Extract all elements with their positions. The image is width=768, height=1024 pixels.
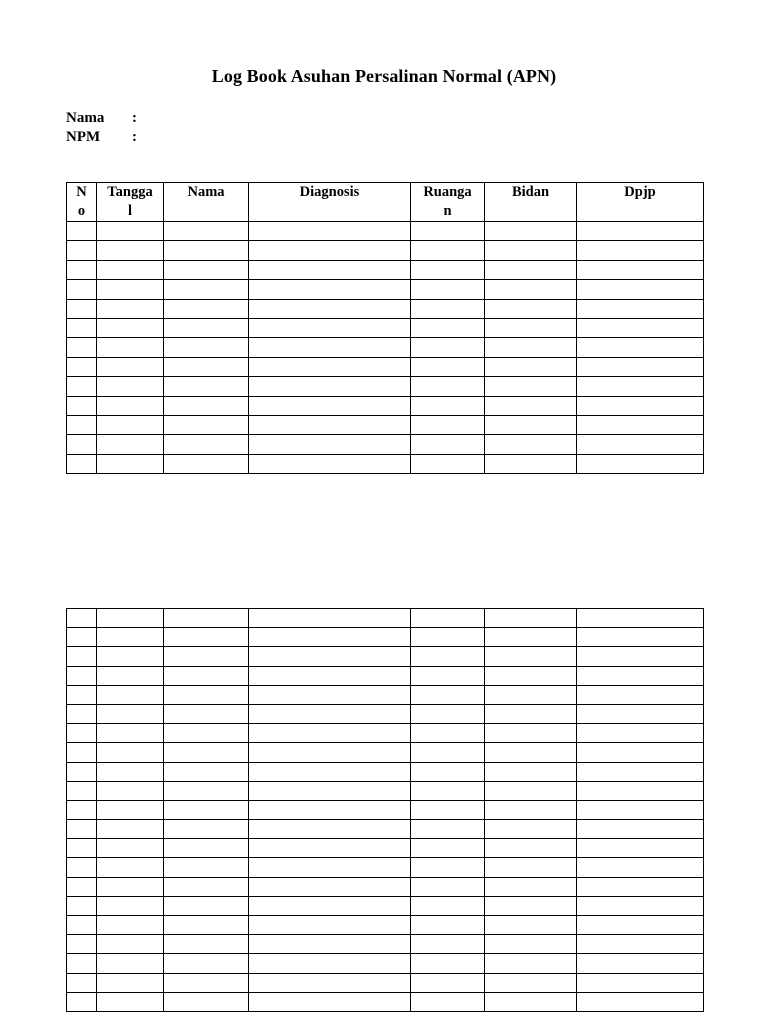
table-cell [485,896,577,915]
table-row [67,241,704,260]
table-row [67,762,704,781]
table-cell [97,954,164,973]
field-nama-separator: : [132,110,137,126]
table-cell [164,338,249,357]
table-cell [67,762,97,781]
table-cell [67,858,97,877]
table-cell [97,704,164,723]
table-cell [577,357,704,376]
header-nama: Nama [164,183,249,222]
table-cell [485,609,577,628]
table-cell [485,435,577,454]
table-cell [577,666,704,685]
table-row [67,299,704,318]
table-cell [164,685,249,704]
table-cell [577,704,704,723]
table-cell [411,916,485,935]
field-npm-label: NPM [66,129,101,145]
table-row [67,396,704,415]
table-cell [97,820,164,839]
table-cell [67,454,97,473]
table-cell [485,260,577,279]
table-cell [249,396,411,415]
table-cell [485,935,577,954]
table-cell [67,916,97,935]
table-row [67,704,704,723]
table-row [67,800,704,819]
table-cell [67,724,97,743]
header-ruangan-line2: n [443,203,452,219]
table-cell [577,820,704,839]
table-cell [97,858,164,877]
table-row [67,222,704,241]
table-cell [249,724,411,743]
table-cell [249,647,411,666]
table-cell [249,954,411,973]
table-row [67,954,704,973]
table-cell [164,820,249,839]
header-bidan: Bidan [485,183,577,222]
table-cell [164,647,249,666]
table-cell [67,396,97,415]
table-cell [411,628,485,647]
table-cell [577,260,704,279]
table-cell [97,781,164,800]
table-cell [485,800,577,819]
table-cell [164,916,249,935]
table-cell [97,800,164,819]
table-cell [577,896,704,915]
table-cell [97,280,164,299]
table-cell [164,222,249,241]
table-row [67,260,704,279]
table-cell [164,396,249,415]
table-cell [485,647,577,666]
table-cell [249,839,411,858]
table-cell [411,954,485,973]
table-row [67,435,704,454]
table-cell [97,396,164,415]
table-cell [249,877,411,896]
table-cell [577,839,704,858]
table-cell [97,743,164,762]
table-row [67,338,704,357]
table-cell [411,299,485,318]
table-cell [485,724,577,743]
table-cell [485,954,577,973]
table-cell [485,877,577,896]
table-row [67,743,704,762]
table-row [67,820,704,839]
table-cell [67,820,97,839]
table-cell [67,781,97,800]
table-cell [249,260,411,279]
table-cell [97,609,164,628]
table-cell [249,357,411,376]
table-row [67,992,704,1011]
table-cell [97,762,164,781]
table-cell [164,954,249,973]
table-row [67,357,704,376]
table-cell [97,992,164,1011]
table-cell [97,647,164,666]
table-cell [249,781,411,800]
table-cell [67,377,97,396]
table-cell [249,377,411,396]
table-cell [67,896,97,915]
table-cell [411,415,485,434]
table-cell [577,762,704,781]
table-cell [411,820,485,839]
table-cell [485,338,577,357]
table-cell [164,609,249,628]
table-cell [249,222,411,241]
table-cell [577,935,704,954]
table-cell [67,260,97,279]
table-cell [164,318,249,337]
table-cell [97,896,164,915]
table-cell [485,454,577,473]
table-cell [411,973,485,992]
header-no-line1: N [76,184,87,200]
table-row [67,628,704,647]
table-cell [249,858,411,877]
table-cell [164,260,249,279]
table-cell [577,318,704,337]
table-cell [97,839,164,858]
log-table-2 [66,608,704,1012]
table-row [67,377,704,396]
table-cell [164,762,249,781]
table-cell [411,647,485,666]
table-row [67,415,704,434]
table-cell [249,820,411,839]
table-cell [164,839,249,858]
table-cell [67,299,97,318]
table-cell [97,685,164,704]
table-cell [164,973,249,992]
table-cell [249,896,411,915]
table-cell [411,781,485,800]
table-cell [577,781,704,800]
table-cell [411,396,485,415]
table-cell [577,916,704,935]
table-cell [164,781,249,800]
table-cell [577,647,704,666]
table-cell [485,222,577,241]
table-row [67,781,704,800]
table-row [67,935,704,954]
table-cell [485,858,577,877]
table-cell [411,280,485,299]
table-cell [67,666,97,685]
table-cell [249,280,411,299]
table-cell [164,299,249,318]
table-cell [67,954,97,973]
table-row [67,318,704,337]
table-cell [577,954,704,973]
table-cell [97,357,164,376]
table-cell [411,858,485,877]
table-cell [164,704,249,723]
table-cell [97,260,164,279]
log-table-1 [66,182,704,474]
table-cell [67,935,97,954]
table-cell [67,992,97,1011]
table-row [67,877,704,896]
header-ruangan [411,183,485,222]
field-npm-separator: : [132,129,137,145]
table-cell [164,454,249,473]
table-cell [164,877,249,896]
table-row [67,666,704,685]
table-cell [164,992,249,1011]
table-cell [164,800,249,819]
table-cell [485,241,577,260]
table-cell [249,415,411,434]
table-row [67,858,704,877]
table-cell [249,704,411,723]
table-cell [485,704,577,723]
table-row [67,916,704,935]
table-cell [249,935,411,954]
table-cell [577,299,704,318]
table-cell [577,435,704,454]
table-cell [97,454,164,473]
table-row [67,685,704,704]
table-cell [67,628,97,647]
table-cell [577,685,704,704]
table-cell [577,743,704,762]
table-cell [164,241,249,260]
table-cell [411,435,485,454]
table-cell [249,916,411,935]
table-cell [411,685,485,704]
table-cell [164,357,249,376]
table-row [67,896,704,915]
table-cell [67,318,97,337]
header-no [67,183,97,222]
table-cell [411,800,485,819]
table-row [67,609,704,628]
table-cell [67,704,97,723]
table-cell [67,647,97,666]
document-title: Log Book Asuhan Persalinan Normal (APN) [211,66,557,86]
header-no-line2: o [77,203,86,219]
table-cell [485,973,577,992]
table-cell [97,318,164,337]
table-cell [411,877,485,896]
table-cell [577,377,704,396]
table-cell [411,377,485,396]
table-cell [577,628,704,647]
header-dpjp: Dpjp [577,183,704,222]
table-cell [164,628,249,647]
table-cell [249,666,411,685]
table-cell [97,241,164,260]
table-cell [97,222,164,241]
field-nama-label: Nama [66,110,105,126]
table-cell [411,260,485,279]
table-cell [485,318,577,337]
table-cell [249,743,411,762]
table-header-row [67,183,704,222]
table-cell [249,318,411,337]
table-cell [411,896,485,915]
table-cell [577,973,704,992]
table-cell [577,877,704,896]
table-cell [97,916,164,935]
table-cell [97,415,164,434]
table-cell [577,396,704,415]
table-cell [249,973,411,992]
table-row [67,724,704,743]
table-cell [485,820,577,839]
table-cell [67,743,97,762]
table-cell [577,454,704,473]
table-cell [97,338,164,357]
table-cell [411,724,485,743]
table-cell [485,299,577,318]
table-cell [577,858,704,877]
table-cell [67,609,97,628]
table-cell [249,435,411,454]
table-cell [485,685,577,704]
table-cell [67,280,97,299]
table-cell [97,877,164,896]
table-cell [249,685,411,704]
table-cell [249,609,411,628]
table-cell [411,357,485,376]
table-cell [411,241,485,260]
table-cell [411,338,485,357]
table-cell [485,762,577,781]
table-cell [577,724,704,743]
table-cell [97,299,164,318]
table-cell [249,338,411,357]
table-cell [485,916,577,935]
table-cell [97,666,164,685]
header-tanggal-line1: Tangga [107,184,153,200]
header-tanggal [97,183,164,222]
table-cell [485,280,577,299]
table-cell [97,435,164,454]
table-row [67,973,704,992]
table-cell [67,973,97,992]
table-cell [411,935,485,954]
table-cell [485,396,577,415]
table-cell [67,839,97,858]
table-cell [67,357,97,376]
table-cell [67,222,97,241]
table-cell [485,666,577,685]
table-cell [164,666,249,685]
table-cell [164,724,249,743]
header-diagnosis: Diagnosis [249,183,411,222]
table-cell [411,762,485,781]
table-cell [411,992,485,1011]
table-cell [577,800,704,819]
table-cell [577,415,704,434]
table-cell [411,222,485,241]
table-cell [249,454,411,473]
table-cell [577,222,704,241]
table-cell [249,628,411,647]
table-cell [97,724,164,743]
table-cell [485,377,577,396]
table-cell [164,743,249,762]
table-cell [577,280,704,299]
table-cell [411,743,485,762]
table-cell [97,973,164,992]
table-cell [485,781,577,800]
table-cell [67,800,97,819]
table-cell [97,628,164,647]
table-cell [67,415,97,434]
table-cell [577,338,704,357]
table-cell [97,935,164,954]
table-row [67,280,704,299]
table-cell [411,609,485,628]
table-cell [485,992,577,1011]
table-cell [164,858,249,877]
table-cell [485,357,577,376]
table-cell [67,241,97,260]
table-cell [577,992,704,1011]
table-cell [249,992,411,1011]
table-cell [485,839,577,858]
table-row [67,839,704,858]
table-cell [249,762,411,781]
table-cell [67,685,97,704]
header-ruangan-line1: Ruanga [423,184,472,200]
field-nama [66,108,137,128]
table-cell [411,839,485,858]
header-tanggal-line2: l [127,203,133,219]
table-cell [164,435,249,454]
table-cell [411,454,485,473]
table-cell [249,299,411,318]
table-cell [164,896,249,915]
table-cell [577,241,704,260]
table-row [67,454,704,473]
table-cell [249,241,411,260]
table-cell [411,318,485,337]
table-cell [164,935,249,954]
table-cell [485,743,577,762]
table-cell [485,628,577,647]
table-cell [67,338,97,357]
table-cell [411,704,485,723]
field-npm [66,127,137,147]
table-cell [67,877,97,896]
table-cell [249,800,411,819]
table-cell [164,280,249,299]
table-cell [164,415,249,434]
table-cell [577,609,704,628]
table-row [67,647,704,666]
table-cell [485,415,577,434]
table-cell [164,377,249,396]
table-cell [411,666,485,685]
table-cell [67,435,97,454]
table-cell [97,377,164,396]
